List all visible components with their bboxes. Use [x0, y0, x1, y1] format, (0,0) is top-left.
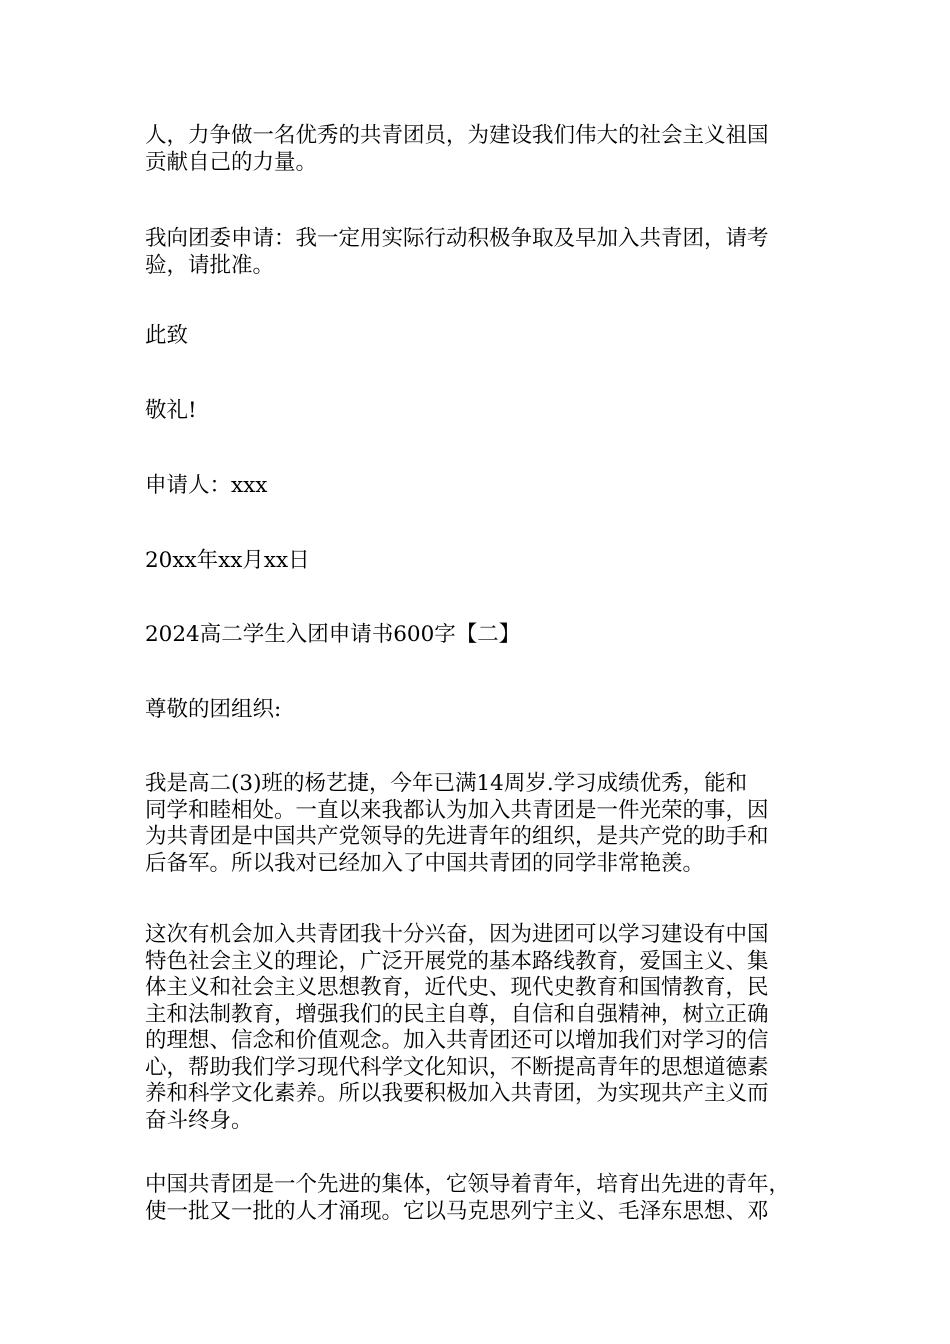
- text-line: 为共青团是中国共产党领导的先进青年的组织，是共产党的助手和: [145, 824, 769, 849]
- text-line: 同学和睦相处。一直以来我都认为加入共青团是一件光荣的事，因: [145, 797, 769, 823]
- text-line: 主和法制教育，增强我们的民主自尊，自信和自强精神，树立正确: [145, 1001, 769, 1027]
- section-title: [145, 622, 813, 649]
- paragraph-body-3: [145, 1172, 813, 1225]
- text-line: 这次有机会加入共青团我十分兴奋，因为进团可以学习建设有中国: [145, 922, 769, 947]
- text-line: 我向团委申请：我一定用实际行动积极争取及早加入共青团，请考: [145, 226, 769, 251]
- text-line: 奋斗终身。: [145, 1107, 253, 1133]
- paragraph-body-2: [145, 922, 813, 1134]
- text-line: 中国共青团是一个先进的集体，它领导着青年，培育出先进的青年，: [145, 1172, 791, 1197]
- closing-line-2: [145, 398, 813, 425]
- text-line: 20xx年xx月xx日: [145, 548, 310, 573]
- text-line: 敬礼!: [145, 398, 197, 423]
- paragraph-body-1: [145, 771, 813, 877]
- text-line: 养和科学文化素养。所以我要积极加入共青团，为实现共产主义而: [145, 1081, 769, 1106]
- text-line: 我是高二(3)班的杨艺捷，今年已满14周岁.学习成绩优秀，能和: [145, 771, 748, 796]
- paragraph-continuation: [145, 123, 813, 176]
- text-line: 心，帮助我们学习现代科学文化知识，不断提高青年的思想道德素: [145, 1054, 769, 1080]
- closing-line-1: [145, 323, 813, 350]
- text-line: 验，请批准。: [145, 252, 275, 278]
- text-line: 人，力争做一名优秀的共青团员，为建设我们伟大的社会主义祖国: [145, 123, 769, 148]
- text-line: 申请人：xxx: [145, 473, 268, 498]
- text-line: 此致: [145, 323, 189, 348]
- text-line: 使一批又一批的人才涌现。它以马克思列宁主义、毛泽东思想、邓: [145, 1198, 769, 1224]
- text-line: 2024高二学生入团申请书600字【二】: [145, 622, 521, 647]
- text-line: 尊敬的团组织:: [145, 697, 282, 722]
- date-line: [145, 548, 813, 575]
- text-line: 特色社会主义的理论，广泛开展党的基本路线教育，爱国主义、集: [145, 948, 769, 974]
- text-line: 的理想、信念和价值观念。加入共青团还可以增加我们对学习的信: [145, 1028, 769, 1053]
- salutation: [145, 697, 813, 724]
- applicant-line: [145, 473, 813, 500]
- paragraph-request: [145, 226, 813, 279]
- text-line: 体主义和社会主义思想教育，近代史、现代史教育和国情教育，民: [145, 975, 769, 1000]
- text-line: 后备军。所以我对已经加入了中国共青团的同学非常艳羡。: [145, 850, 705, 876]
- text-line: 贡献自己的力量。: [145, 149, 318, 175]
